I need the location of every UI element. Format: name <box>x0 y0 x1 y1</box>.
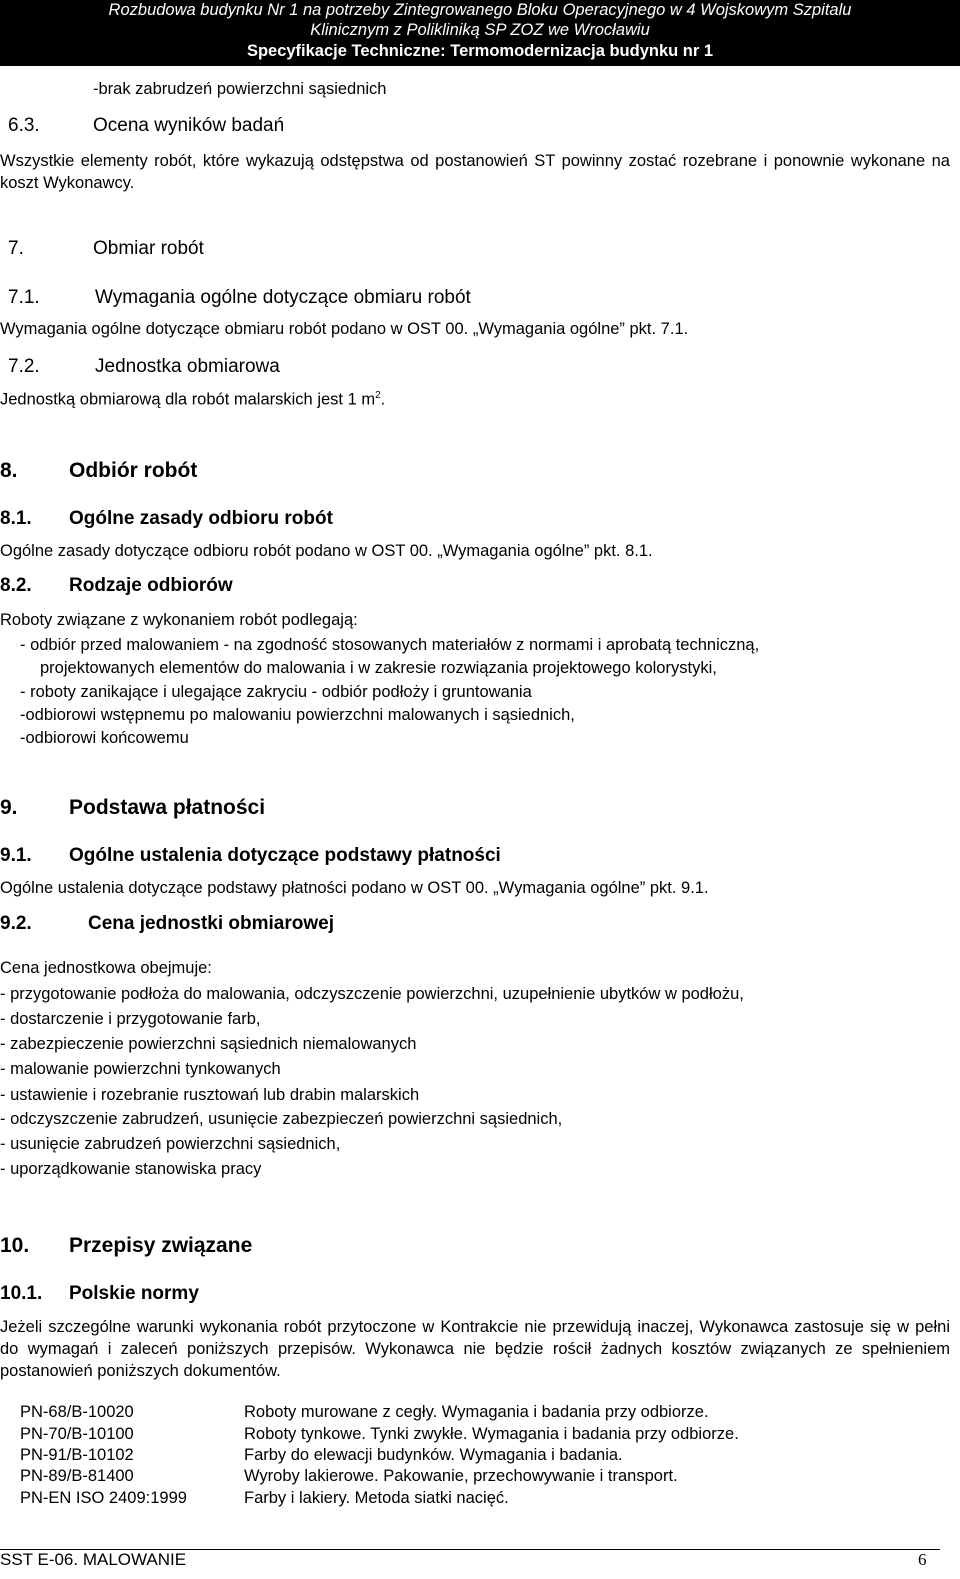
list-item: - dostarczenie i przygotowanie farb, <box>0 1010 261 1028</box>
section-9-1-number: 9.1. <box>0 845 32 866</box>
section-6-3-text: Wszystkie elementy robót, które wykazują odstępstwa od postanowień ST powinny zostać rozebrane i ponownie wykonane na koszt Wykonawcy. <box>0 152 950 192</box>
section-9-2-intro: Cena jednostkowa obejmuje: <box>0 959 212 977</box>
standard-code: PN-89/B-81400 <box>20 1467 134 1485</box>
header-line-1: Rozbudowa budynku Nr 1 na potrzeby Zintegrowanego Bloku Operacyjnego w 4 Wojskowym Szpitalu <box>108 1 852 19</box>
section-9-1-title: Ogólne ustalenia dotyczące podstawy płatności <box>69 845 501 866</box>
list-item: - roboty zanikające i ulegające zakryciu - odbiór podłoży i gruntowania <box>20 683 532 701</box>
section-8-1-title: Ogólne zasady odbioru robót <box>69 508 333 529</box>
section-7-2-number: 7.2. <box>8 356 40 377</box>
page-number: 6 <box>918 1550 927 1569</box>
section-8-number: 8. <box>0 459 18 482</box>
standard-description: Farby do elewacji budynków. Wymagania i badania. <box>244 1446 623 1464</box>
list-item: - odbiór przed malowaniem - na zgodność stosowanych materiałów z normami i aprobatą techniczną, <box>20 636 760 654</box>
standard-description: Roboty tynkowe. Tynki zwykłe. Wymagania i badania przy odbiorze. <box>244 1425 739 1443</box>
list-item: - odczyszczenie zabrudzeń, usunięcie zabezpieczeń powierzchni sąsiednich, <box>0 1110 563 1128</box>
section-7-title: Obmiar robót <box>93 238 204 259</box>
section-9-number: 9. <box>0 796 18 819</box>
section-7-2-title: Jednostka obmiarowa <box>95 356 280 377</box>
section-10-1-text: Jeżeli szczególne warunki wykonania robót przytoczone w Kontrakcie nie przewidują inaczej, Wykonawca zastosuje się w pełni do wymagań i zaleceń poniższych przepisów. Wykonawca nie będzie rościł żadnych kosztów związanych ze spełnieniem postanowień poniższych dokumentów. <box>0 1318 950 1380</box>
standard-code: PN-68/B-10020 <box>20 1403 134 1421</box>
section-8-1-text: Ogólne zasady dotyczące odbioru robót podano w OST 00. „Wymagania ogólne” pkt. 8.1. <box>0 542 653 560</box>
standard-description: Roboty murowane z cegły. Wymagania i badania przy odbiorze. <box>244 1403 709 1421</box>
section-6-3-title: Ocena wyników badań <box>93 115 285 136</box>
section-9-2-number: 9.2. <box>0 913 32 934</box>
standard-description: Farby i lakiery. Metoda siatki nacięć. <box>244 1489 509 1507</box>
section-9-title: Podstawa płatności <box>69 796 266 819</box>
standard-code: PN-91/B-10102 <box>20 1446 134 1464</box>
section-7-2-text: Jednostką obmiarową dla robót malarskich jest 1 $m^2$. <box>0 390 386 409</box>
section-8-2-number: 8.2. <box>0 575 32 596</box>
section-7-number: 7. <box>8 238 24 259</box>
list-item: projektowanych elementów do malowania i w zakresie rozwiązania projektowego kolorystyki, <box>40 659 717 677</box>
standard-description: Wyroby lakierowe. Pakowanie, przechowywanie i transport. <box>244 1467 678 1485</box>
section-10-title: Przepisy związane <box>69 1234 253 1257</box>
section-6-3-number: 6.3. <box>8 115 40 136</box>
standard-code: PN-70/B-10100 <box>20 1425 134 1443</box>
section-10-number: 10. <box>0 1234 30 1257</box>
top-list-item: -brak zabrudzeń powierzchni sąsiednich <box>93 80 387 98</box>
header-line-3: Specyfikacje Techniczne: Termomodernizacja budynku nr 1 <box>246 42 714 60</box>
section-8-2-intro: Roboty związane z wykonaniem robót podlegają: <box>0 611 358 629</box>
section-10-1-number: 10.1. <box>0 1283 43 1304</box>
list-item: - ustawienie i rozebranie rusztowań lub drabin malarskich <box>0 1086 420 1104</box>
footer-title: SST E-06. MALOWANIE <box>0 1550 187 1569</box>
list-item: -odbiorowi końcowemu <box>20 729 189 747</box>
section-9-1-text: Ogólne ustalenia dotyczące podstawy płatności podano w OST 00. „Wymagania ogólne” pkt. 9.1. <box>0 879 709 897</box>
list-item: - usunięcie zabrudzeń powierzchni sąsiednich, <box>0 1135 341 1153</box>
list-item: - przygotowanie podłoża do malowania, odczyszczenie powierzchni, uzupełnienie ubytków w podłożu, <box>0 985 744 1003</box>
section-7-1-text: Wymagania ogólne dotyczące obmiaru robót podano w OST 00. „Wymagania ogólne” pkt. 7.1. <box>0 320 689 338</box>
section-10-1-title: Polskie normy <box>69 1283 199 1304</box>
superscript-2: 2 <box>375 390 381 401</box>
section-8-title: Odbiór robót <box>69 459 198 482</box>
standard-code: PN-EN ISO 2409:1999 <box>20 1489 187 1507</box>
section-7-1-title: Wymagania ogólne dotyczące obmiaru robót <box>95 287 471 308</box>
list-item: - malowanie powierzchni tynkowanych <box>0 1060 281 1078</box>
section-8-2-title: Rodzaje odbiorów <box>69 575 233 596</box>
header-line-2: Klinicznym z Polikliniką SP ZOZ we Wrocławiu <box>310 21 650 39</box>
list-item: - zabezpieczenie powierzchni sąsiednich niemalowanych <box>0 1035 417 1053</box>
section-9-2-title: Cena jednostki obmiarowej <box>88 913 334 934</box>
section-7-1-number: 7.1. <box>8 287 40 308</box>
list-item: - uporządkowanie stanowiska pracy <box>0 1160 262 1178</box>
list-item: -odbiorowi wstępnemu po malowaniu powierzchni malowanych i sąsiednich, <box>20 706 575 724</box>
section-8-1-number: 8.1. <box>0 508 32 529</box>
